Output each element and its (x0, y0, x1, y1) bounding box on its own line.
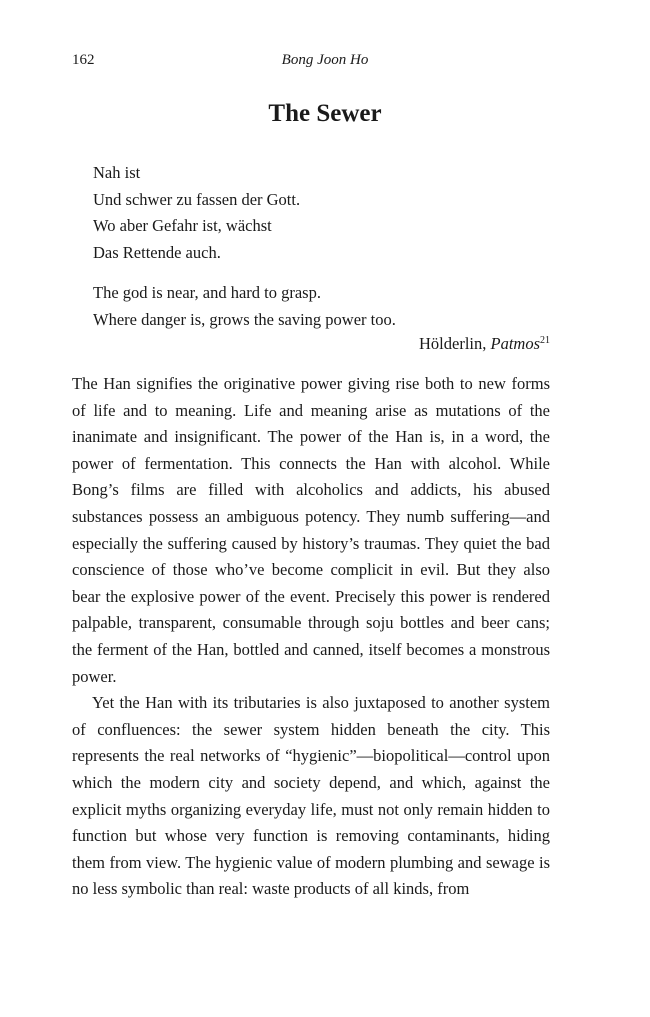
attribution-author: Hölderlin, (419, 334, 491, 353)
epigraph-attribution (419, 331, 550, 357)
attribution-work: Patmos (490, 334, 540, 353)
body-paragraph: Yet the Han with its tributaries is also juxtaposed to another system of confluences: the sewer system hidden beneath the city. This represents the real networks of “hygienic”—biopolitical—control upon which the modern city and society depend, and which, against the explicit myths organizing everyday life, must not only remain hidden to function but whose very function is removing contaminants, hiding them from view. The hygienic value of modern plumbing and sewage is no less symbolic than real: waste products of all kinds, from (72, 693, 550, 899)
epigraph-german-stanza (93, 160, 396, 266)
epigraph-line: Wo aber Gefahr ist, wächst (93, 216, 272, 235)
body-text (72, 371, 550, 903)
page-number: 162 (72, 52, 95, 68)
epigraph-line: The god is near, and hard to grasp. (93, 283, 321, 302)
epigraph-line: Das Rettende auch. (93, 242, 221, 262)
epigraph-line: Und schwer zu fassen der Gott. (93, 189, 301, 209)
footnote-marker: 21 (540, 335, 550, 346)
epigraph-english-stanza (93, 280, 396, 333)
epigraph (93, 160, 396, 333)
epigraph-line: Where danger is, grows the saving power too. (93, 309, 396, 329)
chapter-title: The Sewer (268, 100, 382, 127)
running-head: Bong Joon Ho (281, 52, 369, 68)
body-paragraph: The Han signifies the originative power giving rise both to new forms of life and to meaning. Life and meaning arise as mutations of the inanimate and insignificant. The power of the Han is, in a word, the power of fermentation. This connects the Han with alcohol. While Bong’s films are filled with alcoholics and addicts, his abused substances possess an ambiguous potency. They numb suffering—and especially the suffering caused by history’s traumas. They quiet the bad conscience of those who’ve become complicit in evil. But they also bear the explosive power of the event. Precisely this power is rendered palpable, transparent, consumable through soju bottles and beer cans; the ferment of the Han, bottled and canned, itself becomes a monstrous power. (72, 374, 550, 686)
epigraph-line: Nah ist (93, 163, 141, 182)
